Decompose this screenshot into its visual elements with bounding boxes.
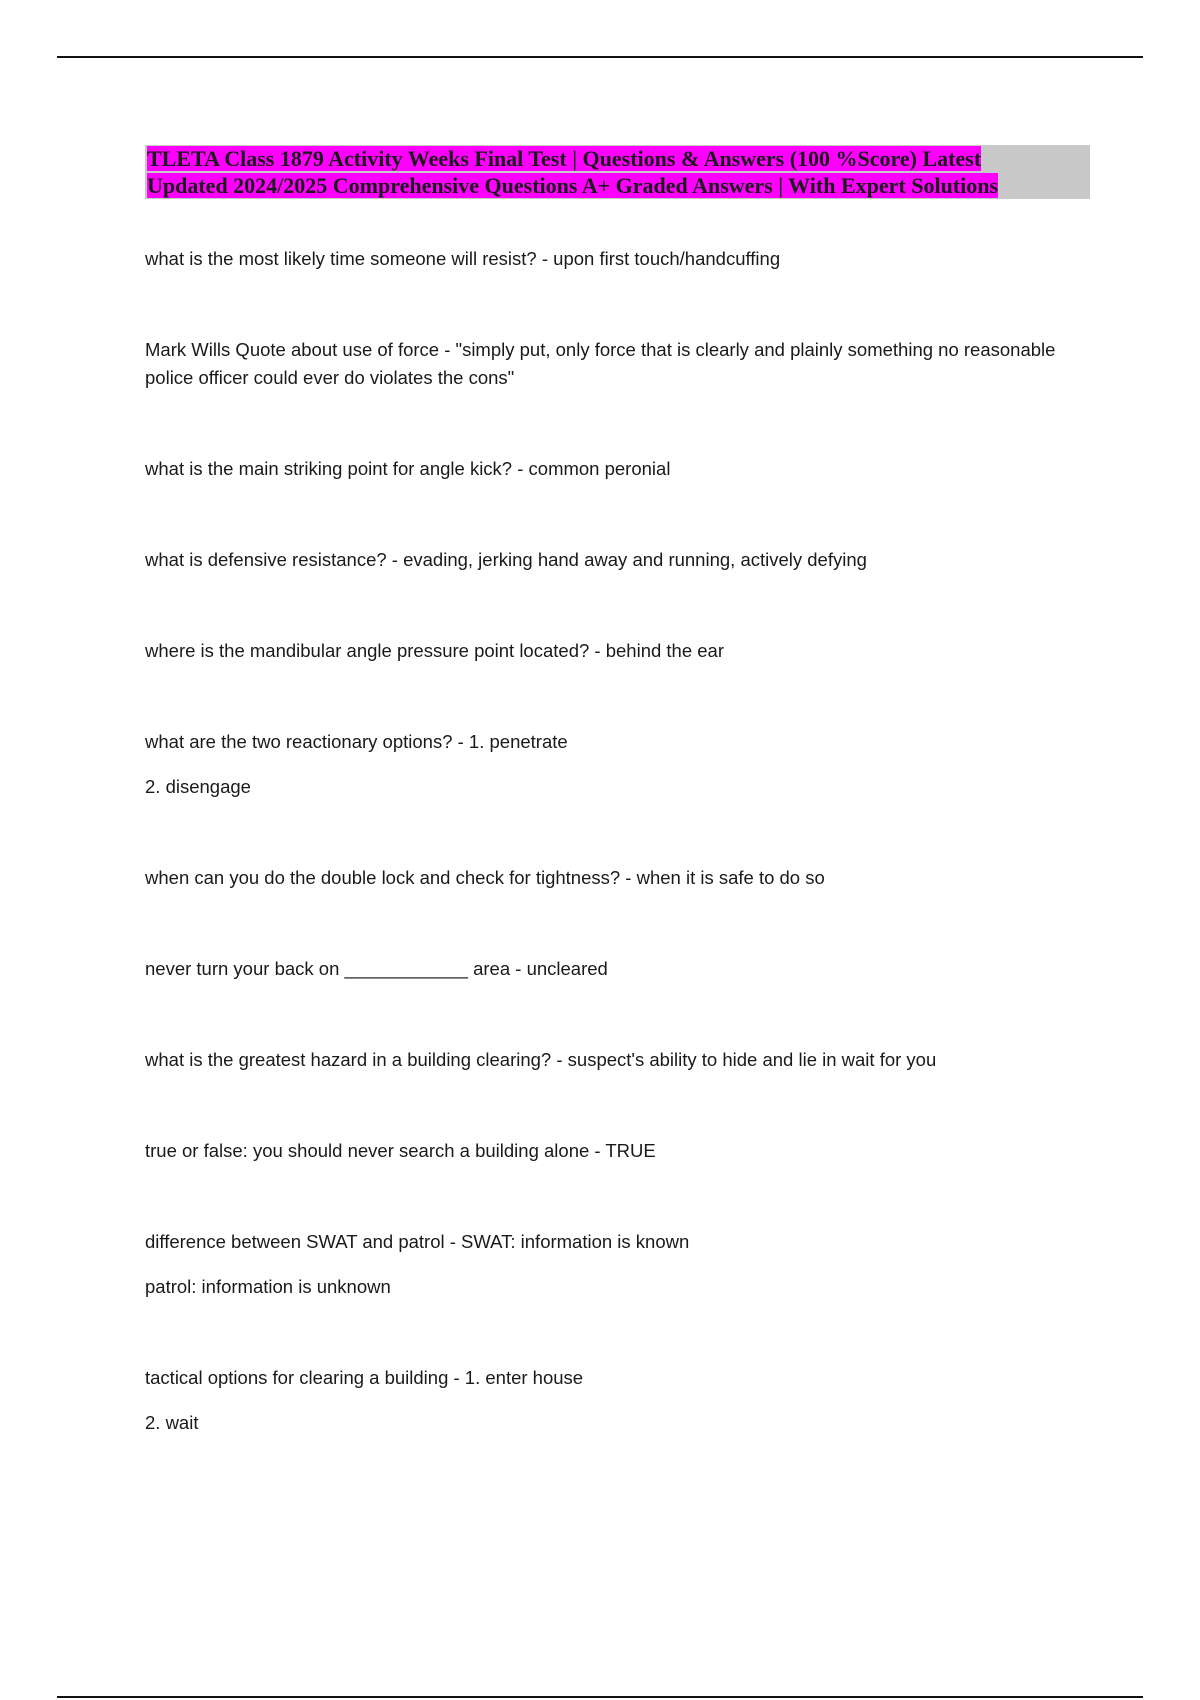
- qa-item: [145, 245, 1105, 273]
- qa-text: true or false: you should never search a building alone - TRUE: [145, 1140, 656, 1161]
- qa-item: [145, 1364, 1105, 1437]
- qa-text: where is the mandibular angle pressure point located? - behind the ear: [145, 640, 725, 661]
- bottom-rule: [57, 1696, 1143, 1698]
- document-title: [145, 145, 1090, 199]
- qa-item: [145, 546, 1105, 574]
- top-rule: [57, 56, 1143, 58]
- qa-text: Mark Wills Quote about use of force - "simply put, only force that is clearly and plainly something no reasonable police officer could ever do violates the cons": [145, 339, 1061, 388]
- qa-text: difference between SWAT and patrol - SWAT: information is known: [145, 1231, 690, 1252]
- qa-item: [145, 1228, 1105, 1301]
- qa-text-continued: patrol: information is unknown: [145, 1276, 391, 1297]
- qa-item: [145, 336, 1105, 392]
- qa-text: never turn your back on ____________ area - uncleared: [145, 958, 608, 979]
- qa-item: [145, 864, 1105, 892]
- qa-item: [145, 1137, 1105, 1165]
- title-line-2: Updated 2024/2025 Comprehensive Questions A+ Graded Answers | With Expert Solutions: [147, 173, 999, 198]
- qa-text: tactical options for clearing a building - 1. enter house: [145, 1367, 584, 1388]
- qa-item: [145, 1046, 1105, 1074]
- qa-item: [145, 455, 1105, 483]
- qa-text: what is defensive resistance? - evading, jerking hand away and running, actively defying: [145, 549, 867, 570]
- qa-text-continued: 2. disengage: [145, 776, 251, 797]
- qa-text-continued: 2. wait: [145, 1412, 199, 1433]
- title-line-1: TLETA Class 1879 Activity Weeks Final Test | Questions & Answers (100 %Score) Latest: [147, 146, 982, 171]
- qa-text: when can you do the double lock and check for tightness? - when it is safe to do so: [145, 867, 825, 888]
- qa-item: [145, 637, 1105, 665]
- qa-item: [145, 955, 1105, 983]
- qa-text: what is the most likely time someone will resist? - upon first touch/handcuffing: [145, 248, 781, 269]
- qa-item: [145, 728, 1105, 801]
- qa-text: what is the greatest hazard in a building clearing? - suspect's ability to hide and lie in wait for you: [145, 1049, 937, 1070]
- qa-text: what is the main striking point for angle kick? - common peronial: [145, 458, 671, 479]
- qa-text: what are the two reactionary options? - 1. penetrate: [145, 731, 568, 752]
